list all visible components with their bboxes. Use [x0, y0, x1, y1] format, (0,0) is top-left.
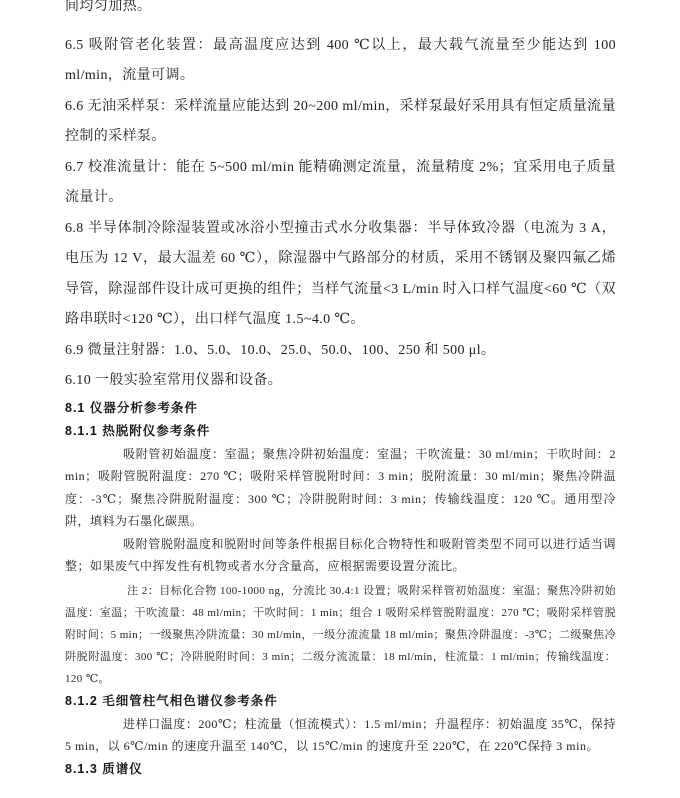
heading-8-1-1: 8.1.1 热脱附仪参考条件 [65, 423, 211, 438]
note-2: 注 2：目标化合物 100-1000 ng，分流比 30.4:1 设置；吸附采样管初始温度：室温；聚焦冷阱初始温度：室温；干吹流量：48 ml/min；干吹时间：1 min；组合 1 吸附采样管脱附温度：270 ℃；吸附采样管脱附时间：5 min；一级聚焦冷阱流量：30 ml/min，一级分流流量 18 ml/min；聚焦冷阱温度：-3℃；二级聚焦冷阱脱附温度：300 ℃；冷阱脱附时间：3 min；二级分流流量：18 ml/min，柱流量：1 ml/min；传输线温度：120 ℃。 [65, 584, 616, 685]
para-6-10: 6.10 一般实验室常用仪器和设备。 [65, 373, 283, 388]
heading-8-1: 8.1 仪器分析参考条件 [65, 400, 198, 415]
para-6-8: 6.8 半导体制冷除湿装置或冰浴小型撞击式水分收集器：半导体致冷器（电流为 3 A，电压为 12 V，最大温差 60 ℃），除湿器中气路部分的材质，采用不锈钢及聚四氟乙烯导管，除湿部件设计成可更换的组件；当样气流量<3 L/min 时入口样气温度<60 ℃（双路串联时<120 ℃），出口样气温度 1.5~4.0 ℃。 [65, 220, 616, 327]
heading-8-1-2: 8.1.2 毛细管柱气相色谱仪参考条件 [65, 693, 278, 708]
para-6-9: 6.9 微量注射器：1.0、5.0、10.0、25.0、50.0、100、250 和 500 μl。 [65, 342, 496, 358]
para-6-6: 6.6 无油采样泵：采样流量应能达到 20~200 ml/min，采样泵最好采用具有恒定质量流量控制的采样泵。 [65, 98, 616, 144]
para-gc-conditions: 进样口温度：200℃；柱流量（恒流模式）：1.5 ml/min；升温程序：初始温度 35℃，保持 5 min，以 6℃/min 的速度升温至 140℃，以 15℃/min 的速度升至 220℃，在 220℃保持 3 min。 [65, 716, 616, 753]
para-6-5: 6.5 吸附管老化装置：最高温度应达到 400 ℃以上，最大载气流量至少能达到 100 ml/min，流量可调。 [65, 37, 616, 83]
para-6-4-continuation: 间均匀加热。 [65, 0, 152, 14]
heading-8-1-3: 8.1.3 质谱仪 [65, 761, 143, 776]
para-thermal-desorption-conditions: 吸附管初始温度：室温；聚焦冷阱初始温度：室温；干吹流量：30 ml/min；干吹时间：2 min；吸附管脱附温度：270 ℃；吸附采样管脱附时间：3 min；脱附流量：30 ml/min；聚焦冷阱温度：-3℃；聚焦冷阱脱附温度：300 ℃；冷阱脱附时间：3 min；传输线温度：120 ℃。通用型冷阱，填料为石墨化碳黑。 [65, 446, 616, 528]
para-6-7: 6.7 校准流量计：能在 5~500 ml/min 能精确测定流量，流量精度 2%；宜采用电子质量流量计。 [65, 159, 616, 205]
para-desorption-adjustment: 吸附管脱附温度和脱附时间等条件根据目标化合物特性和吸附管类型不同可以进行适当调整；如果废气中挥发性有机物或者水分含量高，应根据需要设置分流比。 [65, 536, 616, 573]
